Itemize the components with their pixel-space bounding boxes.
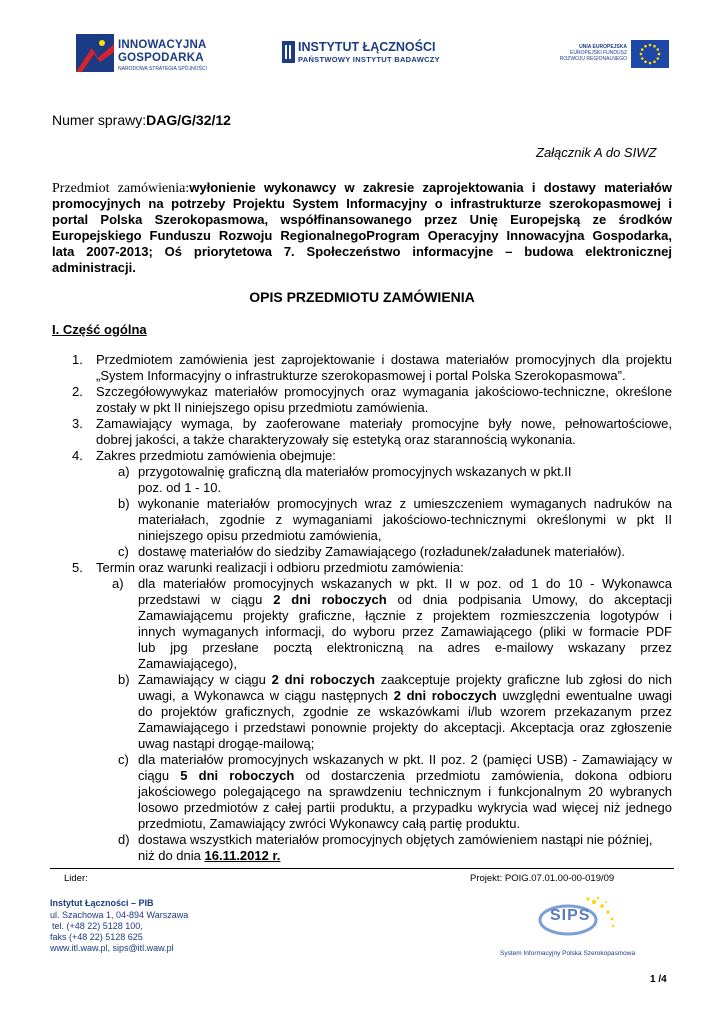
item-2-line-2: zostały w pkt II niniejszego opisu przedmiotu zamówienia.: [96, 400, 429, 415]
item-5b-line-2-a: uwagi, a Wykonawca w ciągu następnych: [138, 688, 394, 703]
subject-line-2: promocyjnych na potrzeby Projektu System Informacyjny o infrastrukturze szerokopasmowej i: [52, 196, 672, 211]
eu-logo: [557, 40, 669, 70]
item-1-line-1: Przedmiotem zamówienia jest zaprojektowanie i dostawa materiałów promocyjnych dla projektu: [96, 352, 672, 367]
item-4b-line-2: materiałach, zgodnie z wymaganiami jakościowo-technicznymi określonymi w pkt II: [138, 512, 672, 527]
logo-left-line2: GOSPODARKA: [118, 52, 204, 64]
page-number: 1 /4: [650, 974, 667, 985]
item-5b-letter: b): [118, 672, 130, 687]
logo-right-line3: ROZWOJU REGIONALNEGO: [559, 56, 627, 62]
instytut-lacznosci-emblem-icon: [282, 41, 295, 63]
item-5c-line-1: dla materiałów promocyjnych wskazanych w pkt. II poz. 2 (pamięci USB) - Zamawiający w: [138, 752, 672, 767]
item-5a-letter: a): [112, 576, 124, 591]
item-5c-line-2-b: 5 dni roboczych: [180, 768, 295, 783]
attachment-label: Załącznik A do SIWZ: [536, 145, 657, 160]
item-5a-line-2-c: od dnia podpisania Umowy, do akceptacji: [386, 592, 672, 607]
item-5d-line-1: dostawa wszystkich materiałów promocyjnych objętych zamówieniem nastąpi nie później,: [138, 832, 653, 847]
subject-label: Przedmiot zamówienia:: [52, 181, 190, 196]
subject-line-5: lata 2007-2013; Oś priorytetowa 7. Społeczeństwo informacyjne – budowa elektronicznej: [52, 244, 672, 259]
item-5b-line-1: [138, 672, 672, 687]
footer-divider: [50, 868, 674, 869]
item-5d-line-2: [138, 848, 280, 863]
footer-address: ul. Szachowa 1, 04-894 Warszawa: [50, 910, 189, 920]
item-3-line-2: dobrej jakości, a także charakteryzowały się estetyką oraz starannością wykonania.: [96, 432, 576, 447]
item-4b-line-3: niniejszego opisu przedmiotu zamówienia,: [138, 528, 382, 543]
subject-line-3: portal Polska Szerokopasmowa, współfinansowanego przez Unię Europejską ze środków: [52, 212, 672, 227]
logo-center-line1: INSTYTUT ŁĄCZNOŚCI: [298, 40, 436, 54]
item-5d-letter: d): [118, 832, 130, 847]
logo-left-line3: NARODOWA STRATEGIA SPÓJNOŚCI: [118, 66, 207, 72]
item-5b-line-4: Zamawiającego i przedstawi ponownie projekty do akceptacji. Akceptacja oraz zgłoszenie: [138, 720, 672, 735]
item-4-text: Zakres przedmiotu zamówienia obejmuje:: [96, 448, 336, 463]
item-5b-line-2: [138, 688, 672, 703]
item-5a-line-2-b: 2 dni roboczych: [273, 592, 387, 607]
item-5b-line-1-b: 2 dni roboczych: [271, 672, 375, 687]
item-5c-line-2: [138, 768, 672, 783]
item-3-number: 3.: [72, 416, 83, 431]
subject-line-1: [52, 180, 672, 196]
sips-caption: System Informacyjny Polska Szerokopasmowa: [500, 950, 636, 957]
logo-right-line1: UNIA EUROPEJSKA: [579, 44, 627, 50]
eu-flag-icon: [631, 40, 669, 68]
item-5a-line-2-a: przedstawi w ciągu: [138, 592, 274, 607]
item-4b-letter: b): [118, 496, 130, 511]
item-3-line-1: Zamawiający wymaga, by zaoferowane materiały promocyjne były nowe, pełnowartościowe,: [96, 416, 672, 431]
item-4b-line-1: wykonanie materiałów promocyjnych wraz z umieszczeniem wymaganych nadruków na: [138, 496, 672, 511]
item-5c-line-2-a: ciągu: [138, 768, 181, 783]
case-number: [52, 113, 231, 128]
item-4c-letter: c): [118, 544, 129, 559]
subject-text-1: wyłonienie wykonawcy w zakresie zaprojektowania i dostawy materiałów: [189, 180, 672, 195]
footer-leader-label: Lider:: [64, 873, 88, 884]
case-number-value: DAG/G/32/12: [146, 112, 231, 128]
item-4-number: 4.: [72, 448, 83, 463]
item-5a-line-3: Zamawiającemu projekty graficzne, łącznie z projektem rozmieszczenia logotypów i: [138, 608, 672, 623]
logo-left-line1: INNOWACYJNA: [118, 39, 207, 51]
item-5c-line-5: przedmiotu, Zamawiający zwróci Wykonawcy całą partię produktu.: [138, 816, 521, 831]
innowacyjna-gospodarka-emblem-icon: [76, 34, 114, 72]
item-5d-line-2-b: 16.11.2012 r.: [204, 848, 281, 863]
sips-logo: [500, 894, 650, 960]
item-5a-line-6: Zamawiającego),: [138, 656, 237, 671]
item-5c-letter: c): [118, 752, 129, 767]
footer-fax: faks (+48 22) 5128 625: [50, 932, 143, 942]
innowacyjna-gospodarka-logo: [76, 34, 206, 80]
item-5c-line-2-c: od dostarczenia przedmiotu zamówienia, dokona odbioru: [294, 768, 673, 783]
instytut-lacznosci-logo: [282, 38, 452, 72]
item-1-number: 1.: [72, 352, 83, 367]
footer-project-value: POIG.07.01.00-00-019/09: [504, 873, 615, 884]
item-5b-line-1-a: Zamawiający w ciągu: [138, 672, 272, 687]
item-5d-line-2-a: niż do dnia: [138, 848, 205, 863]
sips-logo-text: SIPS: [550, 907, 591, 924]
footer-web: www.itl.waw.pl, sips@itl.waw.pl: [50, 943, 174, 953]
item-4c-text: dostawę materiałów do siedziby Zamawiającego (rozładunek/załadunek materiałów).: [138, 544, 626, 559]
item-5b-line-2-b: 2 dni roboczych: [393, 688, 497, 703]
case-number-label: Numer sprawy:: [52, 112, 147, 128]
item-5b-line-2-c: uwzględni ewentualne uwagi: [496, 688, 673, 703]
item-5b-line-5: uwag nastąpi drogąe-mailową;: [138, 736, 315, 751]
item-4a-line-2: poz. od 1 - 10.: [138, 480, 222, 495]
item-5a-line-4: innych wymaganych informacji, do wyboru przez Zamawiającego (pliki w formacie PDF: [138, 624, 672, 639]
footer-project-label: Projekt:: [470, 873, 503, 884]
footer-project: [470, 873, 614, 884]
item-5a-line-1: dla materiałów promocyjnych wskazanych w pkt. II w poz. od 1 do 10 - Wykonawca: [138, 576, 672, 591]
subject-line-4: Europejskiego Funduszu Rozwoju RegionalnegoProgram Operacyjny Innowacyjna Gospodarka,: [52, 228, 672, 243]
item-5c-line-3: jakościowego polegającego na sprawdzeniu technicznym i funkcjonalnym 20 wybranych: [138, 784, 672, 799]
item-5b-line-3: do projektów graficznych, zgodnie ze wskazówkami i/lub wzorem przekazanym przez: [138, 704, 672, 719]
footer-org-name: Instytut Łączności – PIB: [50, 898, 154, 908]
logo-right-line2: EUROPEJSKI FUNDUSZ: [570, 50, 627, 56]
item-5-number: 5.: [72, 560, 83, 575]
document-title: OPIS PRZEDMIOTU ZAMÓWIENIA: [249, 289, 475, 305]
item-4a-letter: a): [118, 464, 130, 479]
item-2-line-1: Szczegółowywykaz materiałów promocyjnych oraz wymagania jakościowo-techniczne, określone: [96, 384, 672, 399]
item-5a-line-2: [138, 592, 672, 607]
eu-logo-text: [560, 44, 627, 62]
subject-line-6: administracji.: [52, 260, 136, 275]
item-5a-line-5: lub jpg przesłane pocztą elektroniczną na adres e-mailowy wskazany przez: [138, 640, 672, 655]
footer-tel: tel. (+48 22) 5128 100,: [52, 921, 143, 931]
item-4a-line-1: przygotowalnię graficzną dla materiałów promocyjnych wskazanych w pkt.II: [138, 464, 572, 479]
item-5c-line-4: losowo przedmiotów z całej partii produktu, a przypadku wykrycia wad więcej niż jednego: [138, 800, 672, 815]
section-heading: I. Część ogólna: [52, 322, 147, 337]
item-5b-line-1-c: zaakceptuje projekty graficzne lub zgłosi do nich: [374, 672, 673, 687]
item-1-line-2: „System Informacyjny o infrastrukturze szerokopasmowej i portal Polska Szerokopasmowa”.: [96, 368, 626, 383]
item-5-text: Termin oraz warunki realizacji i odbioru przedmiotu zamówienia:: [96, 560, 464, 575]
logo-center-line2: PAŃSTWOWY INSTYTUT BADAWCZY: [298, 55, 440, 64]
item-2-number: 2.: [72, 384, 83, 399]
